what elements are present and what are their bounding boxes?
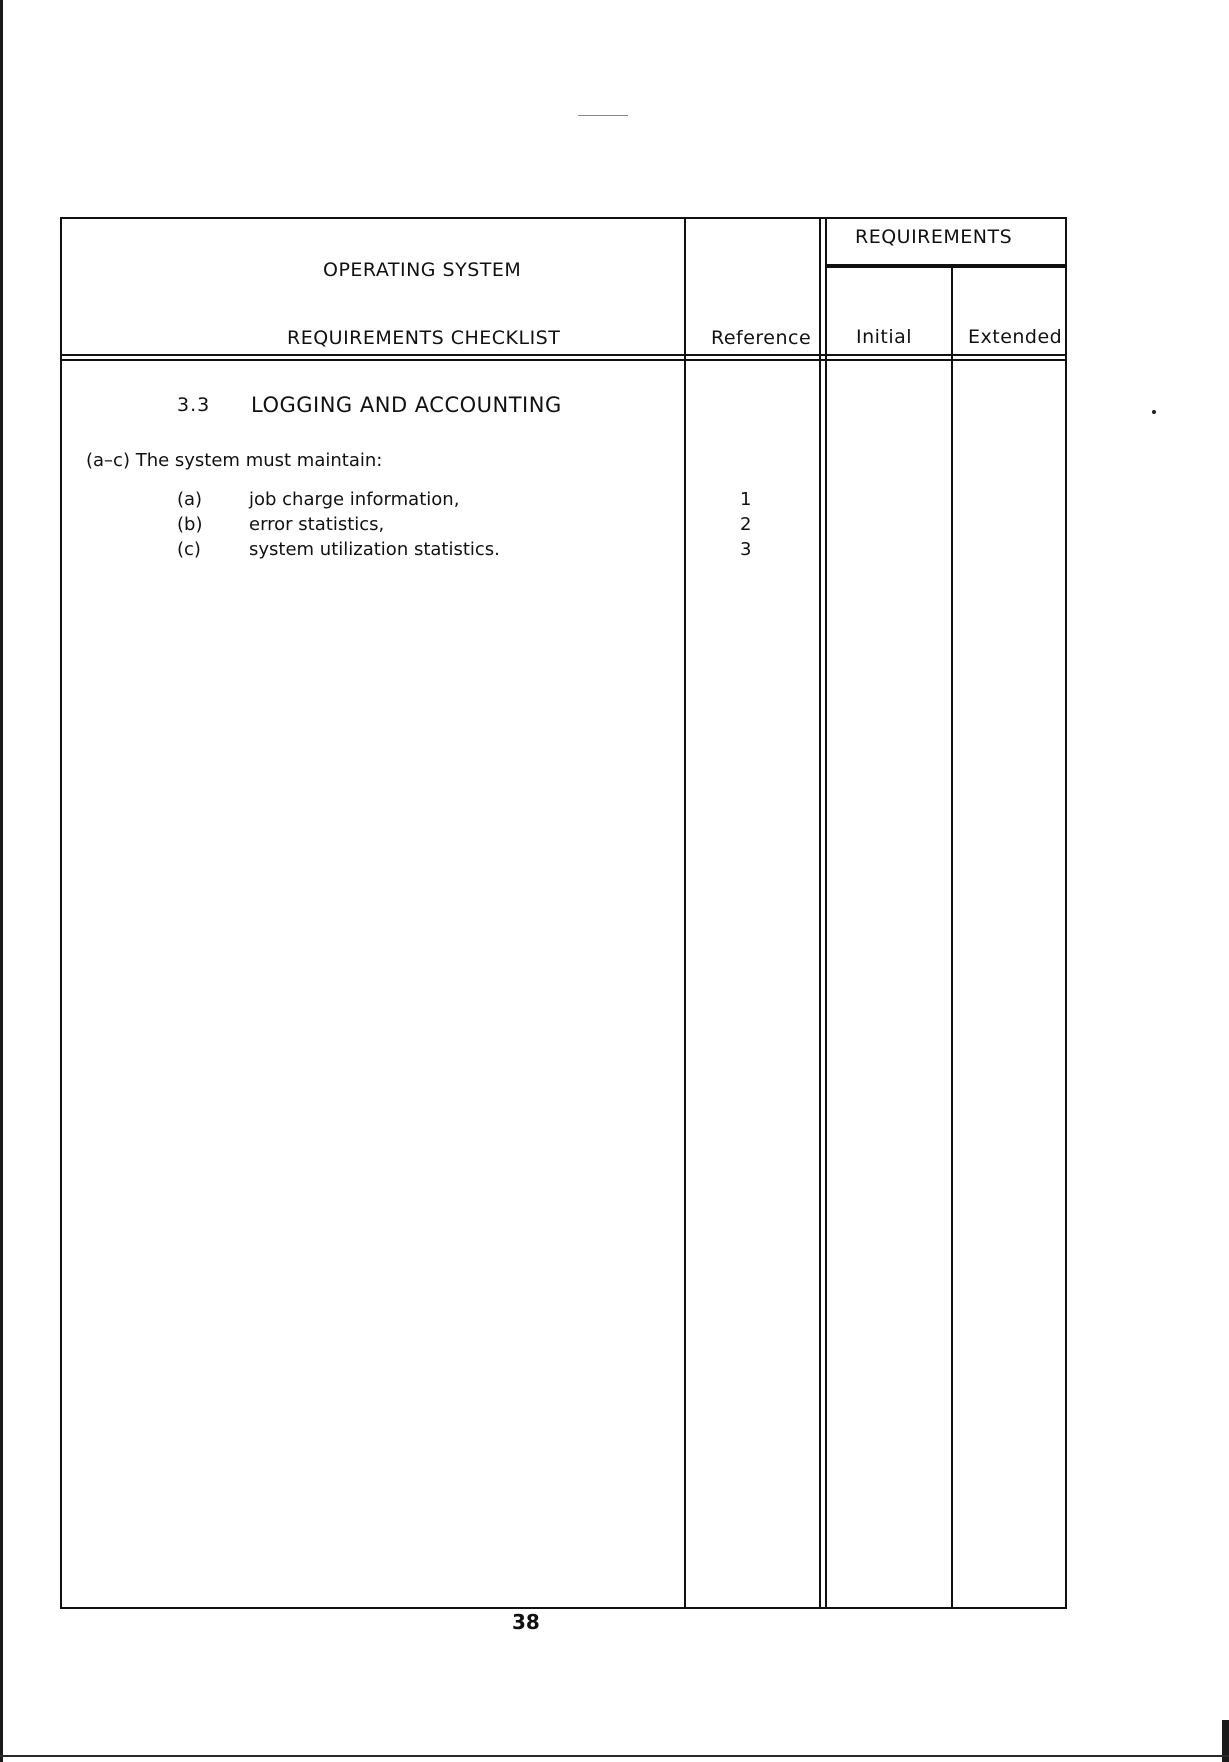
header-rule-a <box>60 354 1067 356</box>
page-number: 38 <box>512 1610 540 1634</box>
item-text: system utilization statistics. <box>249 539 500 560</box>
section-title: LOGGING AND ACCOUNTING <box>251 393 562 417</box>
scan-mark-top <box>578 115 628 116</box>
item-label: (c) <box>177 539 201 560</box>
item-reference: 1 <box>740 489 752 510</box>
requirements-rule <box>825 264 1067 268</box>
item-label: (b) <box>177 514 203 535</box>
initial-header: Initial <box>856 326 913 348</box>
table-title-line1: OPERATING SYSTEM <box>323 259 522 281</box>
requirements-column-divider-b <box>825 217 827 1609</box>
header-rule-b <box>60 359 1067 361</box>
table-title-line2: REQUIREMENTS CHECKLIST <box>287 327 561 349</box>
reference-header: Reference <box>711 327 812 349</box>
intro-text: (a–c) The system must maintain: <box>86 450 383 471</box>
item-text: error statistics, <box>249 514 385 535</box>
initial-extended-divider <box>951 268 953 1609</box>
extended-header: Extended <box>968 326 1063 348</box>
requirements-column-divider-a <box>819 217 821 1609</box>
reference-column-divider <box>684 217 686 1609</box>
section-number: 3.3 <box>177 394 211 416</box>
checklist-table <box>60 217 1067 1609</box>
item-label: (a) <box>177 489 203 510</box>
scan-edge-bottom <box>0 1755 1229 1757</box>
item-text: job charge information, <box>249 489 460 510</box>
item-reference: 3 <box>740 539 752 560</box>
scan-speck <box>1152 410 1156 414</box>
scan-edge-left <box>0 0 3 1762</box>
item-reference: 2 <box>740 514 752 535</box>
requirements-header: REQUIREMENTS <box>855 226 1013 248</box>
